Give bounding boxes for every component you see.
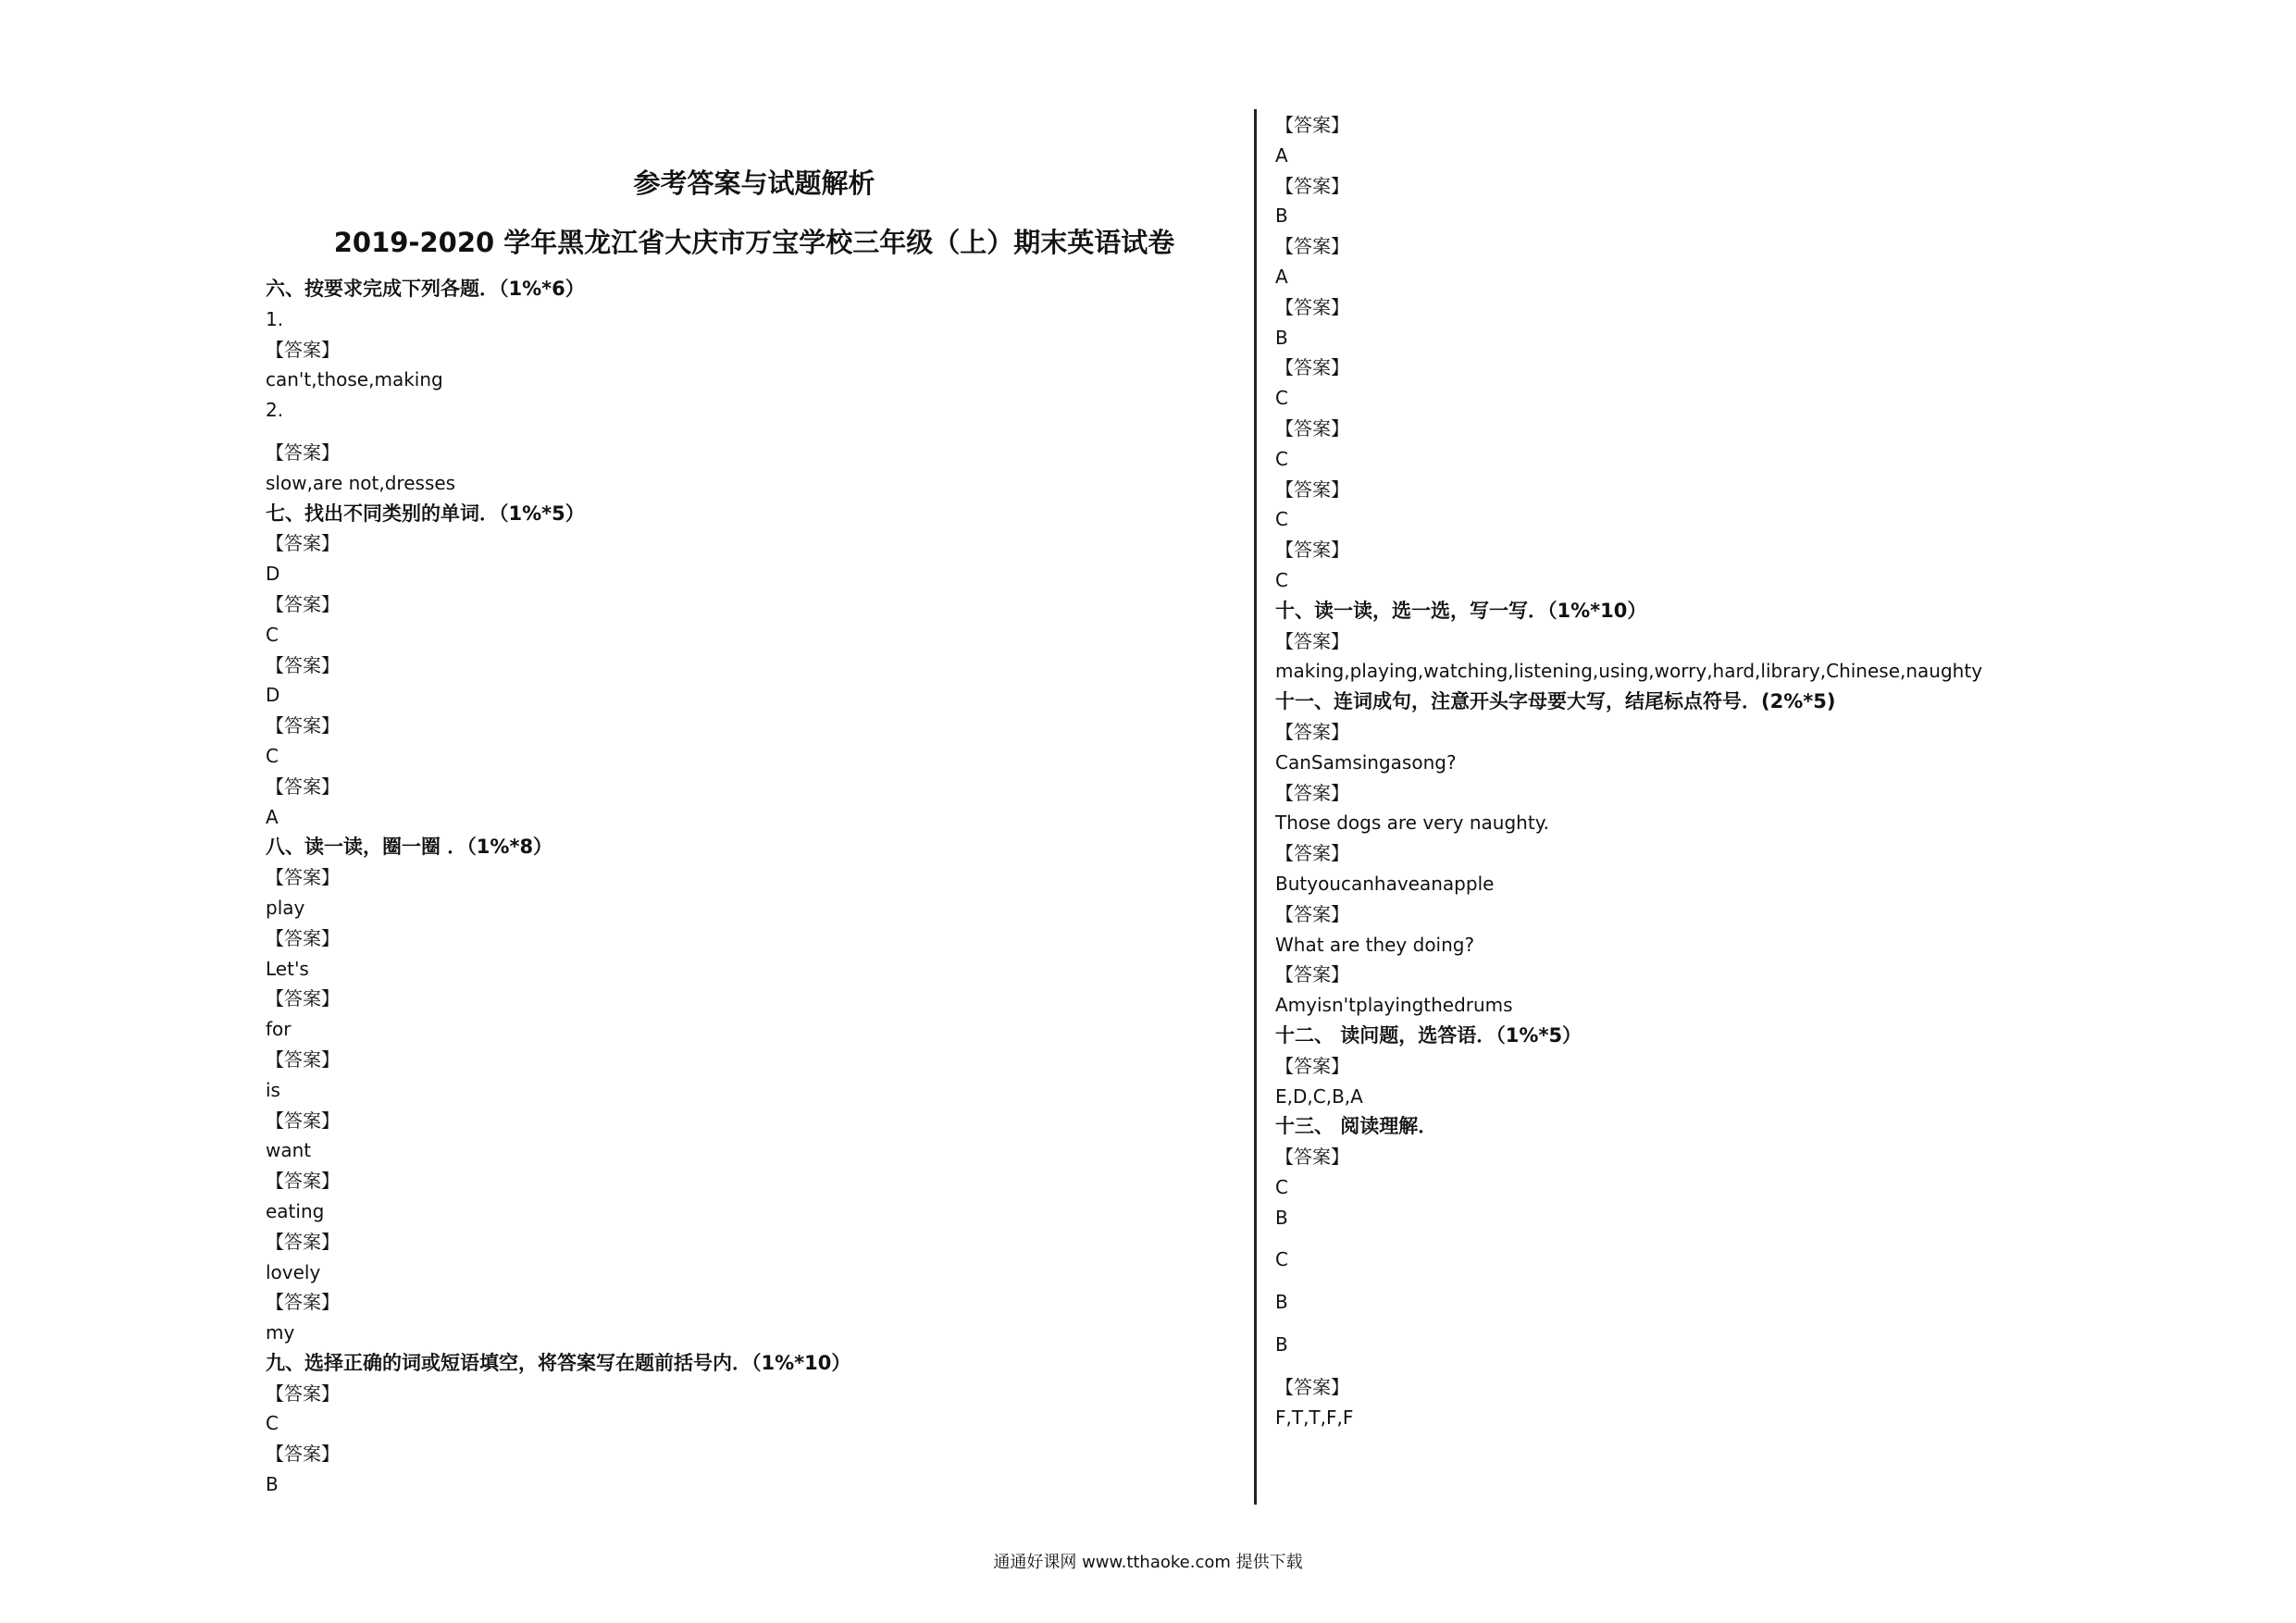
- doc-title: 参考答案与试题解析: [633, 167, 875, 199]
- answer-line: eating: [266, 1199, 325, 1222]
- section-heading: 八、读一读，圈一圈 ．（1%*8）: [266, 836, 553, 859]
- answer-line: 【答案】: [1275, 1375, 1349, 1398]
- answer-line: A: [266, 805, 279, 828]
- answer-line: is: [266, 1078, 280, 1101]
- answer-line: B: [1275, 204, 1288, 228]
- answer-line: 【答案】: [1275, 235, 1349, 258]
- answer-line: C: [1275, 1248, 1288, 1271]
- spacer: [1275, 1233, 1982, 1245]
- answer-line: 【答案】: [266, 714, 340, 737]
- answer-line: D: [266, 563, 280, 586]
- answer-line: C: [266, 1412, 279, 1435]
- answer-line: 【答案】: [1275, 477, 1349, 501]
- spacer: [266, 426, 850, 438]
- answer-line: 【答案】: [266, 987, 340, 1010]
- section-heading: 十三、 阅读理解．: [1275, 1115, 1438, 1138]
- answer-line: 【答案】: [1275, 174, 1349, 197]
- answer-line: 【答案】: [266, 532, 340, 555]
- answer-line: 【答案】: [266, 1109, 340, 1132]
- section-heading: 九、选择正确的词或短语填空，将答案写在题前括号内．（1%*10）: [266, 1351, 851, 1374]
- answer-line: 【答案】: [1275, 416, 1349, 440]
- answer-line: 【答案】: [1275, 114, 1349, 136]
- answer-line: C: [1275, 1175, 1288, 1198]
- answer-line: 【答案】: [1275, 295, 1349, 318]
- answer-line: 【答案】: [266, 1291, 340, 1314]
- answer-line: A: [1275, 265, 1288, 288]
- answer-line: E,D,C,B,A: [1275, 1084, 1363, 1108]
- answer-line: Butyoucanhaveanapple: [1275, 872, 1495, 895]
- answer-line: Those dogs are very naughty.: [1275, 812, 1550, 835]
- answer-line: slow,are not,dresses: [266, 471, 456, 494]
- right-column: [1275, 110, 1982, 1432]
- answer-line: 【答案】: [1275, 539, 1349, 562]
- answer-line: Let's: [266, 957, 309, 980]
- answer-line: A: [1275, 143, 1288, 167]
- answer-line: C: [1275, 447, 1288, 470]
- answer-line: Amyisn'tplayingthedrums: [1275, 994, 1513, 1017]
- answer-line: What are they doing?: [1275, 933, 1475, 956]
- answer-line: 【答案】: [266, 1443, 340, 1466]
- answer-line: B: [266, 1473, 279, 1496]
- answer-line: 【答案】: [266, 653, 340, 676]
- answer-line: B: [1275, 1206, 1288, 1229]
- answer-line: play: [266, 896, 305, 919]
- answer-line: 【答案】: [1275, 963, 1349, 986]
- answer-line: 【答案】: [266, 440, 340, 464]
- spacer: [1275, 1360, 1982, 1372]
- section-heading: 六、按要求完成下列各题．（1%*6）: [266, 278, 585, 300]
- answer-line: 【答案】: [1275, 902, 1349, 925]
- answer-line: 1.: [266, 307, 284, 330]
- answer-line: C: [1275, 508, 1288, 531]
- answer-line: 【答案】: [1275, 356, 1349, 379]
- answer-line: 【答案】: [1275, 842, 1349, 865]
- section-heading: 七、找出不同类别的单词．（1%*5）: [266, 502, 585, 525]
- answer-line: 【答案】: [1275, 781, 1349, 804]
- answer-line: 【答案】: [266, 866, 340, 889]
- answer-line: for: [266, 1018, 292, 1041]
- answer-line: C: [266, 623, 279, 646]
- answer-line: 【答案】: [1275, 1054, 1349, 1077]
- answer-line: want: [266, 1139, 312, 1162]
- answer-line: making,playing,watching,listening,using,worry,hard,library,Chinese,naughty: [1275, 660, 1983, 683]
- section-heading: 十、读一读，选一选，写一写．（1%*10）: [1275, 599, 1647, 622]
- answer-line: can't,those,making: [266, 368, 443, 391]
- answer-line: 【答案】: [1275, 629, 1349, 652]
- answer-line: C: [266, 744, 279, 767]
- answer-line: 【答案】: [266, 1381, 340, 1405]
- answer-line: B: [1275, 1291, 1288, 1314]
- answer-line: lovely: [266, 1260, 321, 1283]
- spacer: [1275, 1318, 1982, 1330]
- answer-line: 【答案】: [1275, 720, 1349, 743]
- spacer: [1275, 1275, 1982, 1287]
- answer-line: 【答案】: [266, 592, 340, 615]
- answer-line: C: [1275, 387, 1288, 410]
- answer-line: F,T,T,F,F: [1275, 1406, 1354, 1429]
- answer-line: CanSamsingasong?: [1275, 750, 1457, 774]
- answer-line: 【答案】: [266, 774, 340, 798]
- answer-line: 【答案】: [266, 1230, 340, 1253]
- answer-line: 【答案】: [1275, 1146, 1349, 1169]
- answer-line: B: [1275, 326, 1288, 349]
- section-heading: 十二、 读问题，选答语．（1%*5）: [1275, 1023, 1582, 1047]
- answer-line: B: [1275, 1333, 1288, 1357]
- answer-line: C: [1275, 568, 1288, 591]
- answer-line: 【答案】: [266, 338, 340, 361]
- answer-line: 【答案】: [266, 1170, 340, 1193]
- answer-line: 2.: [266, 399, 284, 422]
- section-heading: 十一、连词成句，注意开头字母要大写，结尾标点符号．(2%*5): [1275, 690, 1836, 713]
- answer-line: 【答案】: [266, 1047, 340, 1071]
- answer-line: 【答案】: [266, 926, 340, 949]
- doc-subtitle: 2019-2020 学年黑龙江省大庆市万宝学校三年级（上）期末英语试卷: [333, 227, 1175, 258]
- column-divider: [1254, 109, 1257, 1505]
- answer-line: my: [266, 1321, 295, 1344]
- answer-line: D: [266, 684, 280, 707]
- page-footer: 通通好课网 www.tthaoke.com 提供下载: [993, 1553, 1303, 1572]
- left-column: [266, 274, 850, 1500]
